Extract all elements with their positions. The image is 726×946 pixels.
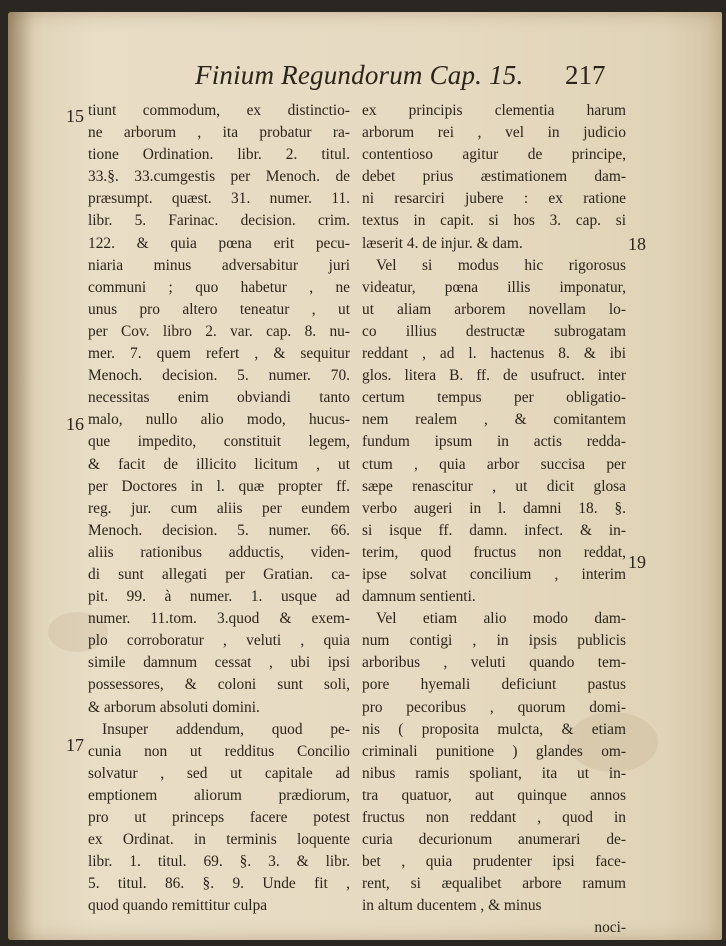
text-line: pro ut princeps facere potest — [88, 809, 350, 826]
text-line: pit. 99. à numer. 1. usque ad — [88, 588, 350, 606]
text-line: rent, si æqualibet arbore ramum — [362, 875, 626, 893]
text-line: pro pecoribus , quorum domi- — [362, 698, 626, 716]
margin-number: 18 — [628, 234, 646, 254]
text-line: & arborum absoluti domini. — [88, 698, 260, 716]
text-line: ni resarciri jubere : ex ratione — [362, 190, 626, 208]
text-line: tione Ordination. libr. 2. titul. — [88, 146, 350, 164]
text-line: quod quando remittitur culpa — [88, 897, 268, 915]
text-line: plo corroboratur , veluti , quia — [88, 632, 350, 650]
text-line: necessitas enim obviandi tanto — [88, 389, 350, 407]
text-line: 5. titul. 86. §. 9. Unde fit , — [88, 875, 350, 893]
text-line: damnum sentienti. — [362, 588, 476, 606]
text-line: libr. 1. titul. 69. §. 3. & libr. — [88, 853, 350, 871]
text-line: arborum rei , vel in judicio — [362, 124, 626, 142]
text-line: arboribus , veluti quando tem- — [362, 654, 626, 672]
text-line: co illius destructæ subrogatam — [362, 322, 626, 340]
text-line: fructus non reddant , quod in — [362, 809, 626, 826]
margin-number: 19 — [628, 552, 646, 572]
text-line: aliis rationibus adductis, viden- — [88, 543, 350, 561]
text-line: bet , quia prudenter ipsi face- — [362, 853, 626, 871]
text-line: in altum ducentem , & minus — [362, 897, 542, 915]
text-line: cunia non ut redditus Concilio — [88, 742, 350, 760]
text-line: ex principis clementia harum — [362, 102, 626, 119]
text-line: que impedito, constituit legem, — [88, 433, 350, 451]
text-line: pore hyemali deficiunt pastus — [362, 676, 626, 694]
text-line: debet prius æstimationem dam- — [362, 168, 626, 186]
text-line: nibus ramis spoliant, ita ut in- — [362, 764, 626, 782]
text-line: per Doctores in l. quæ propter ff. — [88, 477, 350, 495]
text-line: ne arborum , ita probatur ra- — [88, 124, 350, 142]
text-line: criminali punitione ) glandes om- — [362, 742, 626, 760]
text-line: glos. litera B. ff. de usufruct. inter — [362, 367, 626, 385]
text-line: solvatur , sed ut capitale ad — [88, 764, 350, 782]
text-line: niaria minus adversabitur juri — [88, 256, 350, 274]
text-line: tra quatuor, aut quinque annos — [362, 786, 626, 804]
margin-number: 15 — [66, 106, 84, 126]
margin-number: 16 — [66, 414, 84, 434]
text-line: textus in capit. si hos 3. cap. si — [362, 212, 626, 230]
text-line: per Cov. libro 2. var. cap. 8. nu- — [88, 322, 350, 340]
text-line: Vel si modus hic rigorosus — [376, 256, 626, 274]
text-line: simile damnum cessat , ubi ipsi — [88, 654, 350, 672]
text-line: verbo augeri in l. damni 18. §. — [362, 499, 626, 517]
margin-number: 17 — [66, 735, 84, 755]
text-line: emptionem aliorum prædiorum, — [88, 786, 350, 804]
page-gutter-shadow — [8, 12, 34, 940]
text-line: læserit 4. de injur. & dam. — [362, 234, 523, 252]
text-line: videatur, pœna illis imponatur, — [362, 278, 626, 296]
text-line: contentioso agitur de principe, — [362, 146, 626, 164]
text-line: Insuper addendum, quod pe- — [102, 720, 350, 738]
text-line: numer. 11.tom. 3.quod & exem- — [88, 610, 350, 628]
text-line: malo, nullo alio modo, hucus- — [88, 411, 350, 429]
text-line: reg. jur. cum aliis per eundem — [88, 499, 350, 517]
text-line: ipse solvat concilium , interim — [362, 565, 626, 583]
text-line: possessores, & coloni sunt soli, — [88, 676, 350, 694]
text-line: di sunt allegati per Gratian. ca- — [88, 565, 350, 583]
text-line: & facit de illicito licitum , ut — [88, 455, 350, 473]
text-line: communi ; quo habetur , ne — [88, 278, 350, 296]
text-line: Menoch. decision. 5. numer. 66. — [88, 521, 350, 539]
text-line: noci- — [594, 919, 626, 937]
text-line: Vel etiam alio modo dam- — [376, 610, 626, 628]
text-line: certum tempus per obligatio- — [362, 389, 626, 407]
text-line: fundum ipsum in actis redda- — [362, 433, 626, 451]
text-line: mer. 7. quem refert , & sequitur — [88, 345, 350, 363]
text-line: reddant , ad l. hactenus 8. & ibi — [362, 345, 626, 363]
text-line: unus pro altero teneatur , ut — [88, 300, 350, 318]
text-line: libr. 5. Farinac. decision. crim. — [88, 212, 350, 230]
text-line: tiunt commodum, ex distinctio- — [88, 102, 350, 119]
text-line: Menoch. decision. 5. numer. 70. — [88, 367, 350, 385]
text-line: ctum , quia arbor succisa per — [362, 455, 626, 473]
text-line: curia decurionum anumerari de- — [362, 831, 626, 849]
page-number: 217 — [565, 60, 606, 90]
left-text-column — [88, 100, 350, 917]
text-line: ex Ordinat. in terminis loquente — [88, 831, 350, 849]
text-line: nis ( proposita mulcta, & etiam — [362, 720, 626, 738]
text-line: terim, quod fructus non reddat, — [362, 543, 626, 561]
right-text-column — [362, 100, 626, 940]
text-line: præsumpt. quæst. 31. numer. 11. — [88, 190, 350, 208]
text-line: num contigi , in ipsis publicis — [362, 632, 626, 650]
text-line: ut aliam arborem novellam lo- — [362, 300, 626, 318]
text-line: nem realem , & comitantem — [362, 411, 626, 429]
running-title: Finium Regundorum Cap. 15. — [195, 60, 524, 90]
text-line: sæpe renascitur , ut dicit glosa — [362, 477, 626, 495]
running-head — [195, 60, 625, 100]
text-line: 122. & quia pœna erit pecu- — [88, 234, 350, 252]
text-line: si isque ff. damn. infect. & in- — [362, 521, 626, 539]
text-line: 33.§. 33.cumgestis per Menoch. de — [88, 168, 350, 186]
